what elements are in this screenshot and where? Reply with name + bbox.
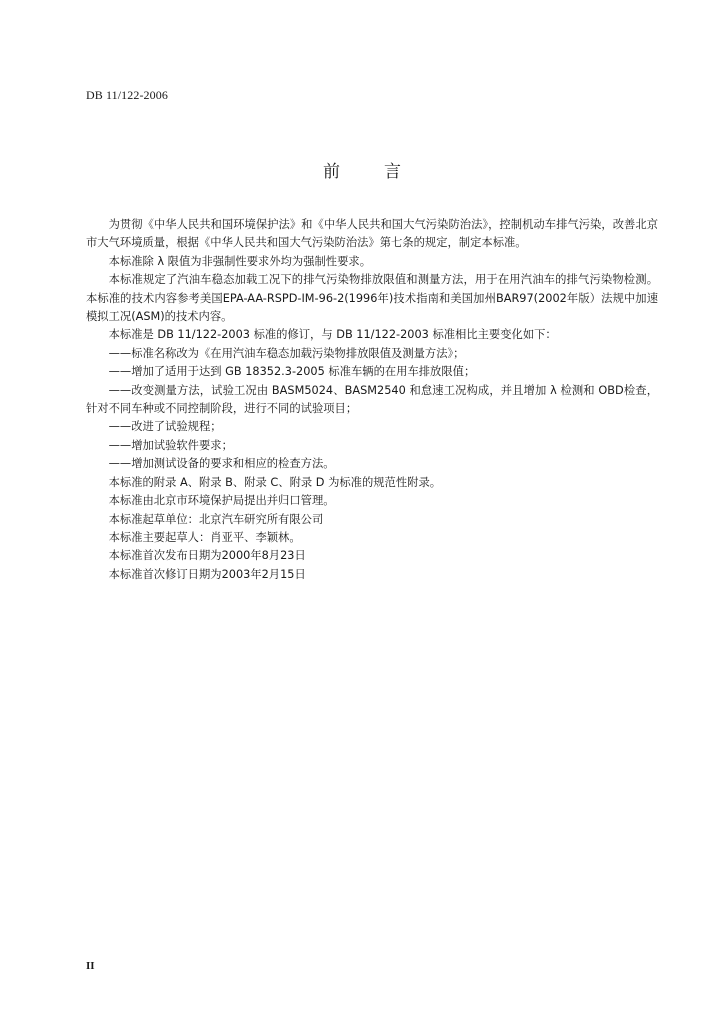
change-item-method: ——改变测量方法，试验工况由 BASM5024、BASM2540 和怠速工况构成，并且增加 λ 检测和 OBD检查，针对不同车种或不同控制阶段，进行不同的试验项目； <box>86 383 658 416</box>
document-code: DB 11/122-2006 <box>86 88 168 102</box>
body-text <box>86 216 658 584</box>
change-item-software: ——增加试验软件要求； <box>108 438 233 452</box>
paragraph-authority: 本标准由北京市环境保护局提出并归口管理。 <box>108 494 335 508</box>
change-item-equipment: ——增加测试设备的要求和相应的检查方法。 <box>108 457 335 471</box>
change-item-procedure: ——改进了试验规程； <box>108 420 222 434</box>
change-item-limits: ——增加了适用于达到 GB 18352.3-2005 标准车辆的在用车排放限值； <box>108 365 476 379</box>
page-title <box>0 157 724 182</box>
page-number: II <box>86 960 95 972</box>
paragraph-revision: 本标准是 DB 11/122-2003 标准的修订，与 DB 11/122-2003 标准相比主要变化如下： <box>108 328 557 342</box>
paragraph-drafters: 本标准主要起草人：肖亚平、李颖林。 <box>108 530 301 544</box>
change-item-name: ——标准名称改为《在用汽油车稳态加载污染物排放限值及测量方法》； <box>108 346 465 360</box>
paragraph-scope: 本标准规定了汽油车稳态加载工况下的排气污染物排放限值和测量方法，用于在用汽油车的排气污染物检测。本标准的技术内容参考美国EPA-AA-RSPD-IM-96-2(1996年)技术指南和美国加州BAR97(2002年版）法规中加速模拟工况(ASM)的技术内容。 <box>86 273 658 324</box>
paragraph-drafting-unit: 本标准起草单位：北京汽车研究所有限公司 <box>108 512 324 526</box>
paragraph-appendices: 本标准的附录 A、附录 B、附录 C、附录 D 为标准的规范性附录。 <box>108 475 442 489</box>
paragraph-mandatory: 本标准除 λ 限值为非强制性要求外均为强制性要求。 <box>108 254 371 268</box>
paragraph-first-revision: 本标准首次修订日期为2003年2月15日 <box>108 567 306 581</box>
title-char-2: 言 <box>384 162 401 182</box>
title-char-1: 前 <box>323 162 340 182</box>
paragraph-first-release: 本标准首次发布日期为2000年8月23日 <box>108 549 306 563</box>
paragraph-purpose: 为贯彻《中华人民共和国环境保护法》和《中华人民共和国大气污染防治法》，控制机动车排气污染，改善北京市大气环境质量，根据《中华人民共和国大气污染防治法》第七条的规定，制定本标准。 <box>86 218 658 250</box>
